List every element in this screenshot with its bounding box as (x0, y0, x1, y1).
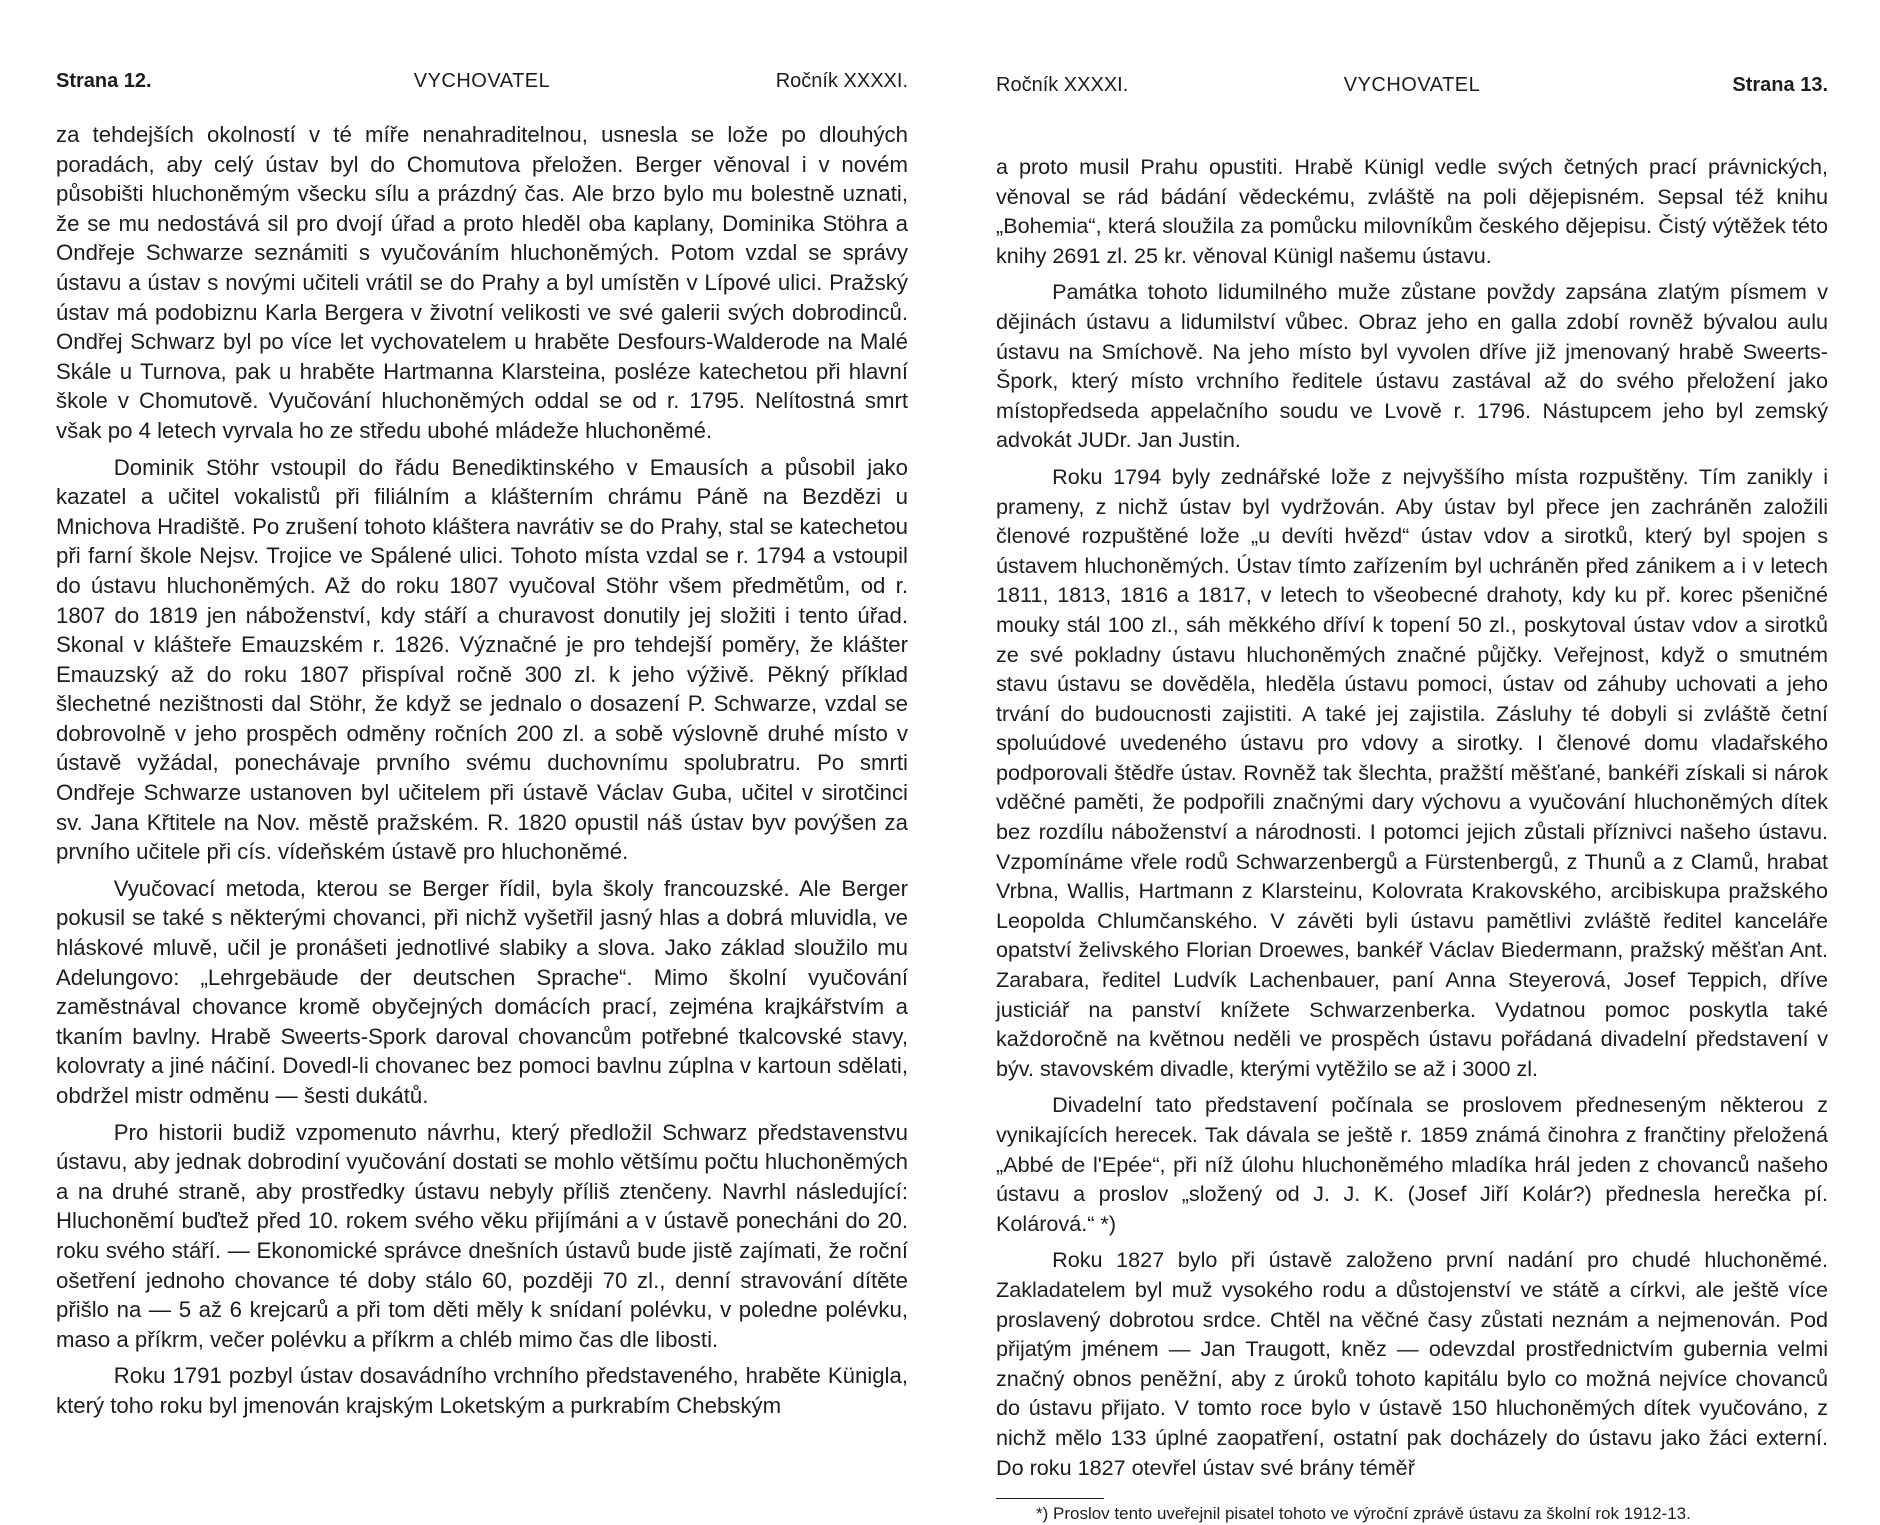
volume-label: Ročník XXXXI. (996, 74, 1129, 96)
paragraph: Roku 1794 byly zednářské lože z nejvyššího místa rozpuštěny. Tím zanikly i prameny, z nichž ústav byl vydržován. Aby ústav byl přece jen zachráněn založili členové rozpuštěné lože „u devíti hvězd“ ústav vdov a sirotků, který byl spojen s ústavem hluchoněmých. Ústav tímto zařízením byl uchráněn před zánikem a i v letech 1811, 1813, 1816 a 1817, v letech to všeobecné drahoty, kdy ku př. korec pšeničné mouky stál 100 zl., sáh měkkého dříví k topení 50 zl., poskytoval ústav vdov a sirotků ze své pokladny ústavu hluchoněmých značné půjčky. Veřejnost, když o smutném stavu ústavu se dověděla, hleděla ústavu pomoci, ústav od záhuby uchovati a jeho trvání do budoucnosti zajistiti. A také jej zajistila. Zásluhy té dobyli si zvláště četní spoluúdové uvedeného ústavu pro vdovy a sirotky. I členové domu vladařského podporovali štědře ústav. Rovněž tak šlechta, pražští měšťané, bankéři získali si nárok vděčné paměti, že podpořili značnými dary výchovu a vyučování hluchoněmých dítek bez rozdílu náboženství a národnosti. I potomci jejich zůstali příznivci našeho ústavu. Vzpomínáme vřele rodů Schwarzenbergů a Fürstenbergů, z Thunů a z Clamů, hrabat Vrbna, Wallis, Hartmann z Klarsteinu, Kolovrata Krakovského, arcibiskupa pražského Leopolda Chlumčanského. V závěti byli ústavu pamětlivi zvláště ředitel kanceláře opatství želivského Florian Droewes, bankéř Václav Biedermann, pražský měšťan Ant. Zarabara, ředitel Ludvík Lachenbauer, paní Anna Steyerová, Josef Teppich, dříve justiciář na panství knížete Schwarzenberka. Vydatnou pomoc poskytla také každoročně na květnou neděli ve prospěch ústavu pořádaná divadelní představení v býv. stavovském divadle, kterými vytěžilo se až i 3000 zl. (996, 463, 1828, 1081)
left-page (56, 70, 908, 1421)
running-head-right (996, 74, 1828, 104)
page-number: Strana 13. (1732, 74, 1828, 96)
journal-title: VYCHOVATEL (1343, 74, 1481, 96)
paragraph: Roku 1791 pozbyl ústav dosavádního vrchního představeného, hraběte Künigla, který toho roku byl jmenován krajským Loketským a purkrabím Chebským (56, 1363, 908, 1418)
journal-title: VYCHOVATEL (413, 70, 551, 92)
paragraph: Divadelní tato představení počínala se proslovem předneseným některou z vynikajících herecek. Tak dávala se ještě r. 1859 známá činohra z frančtiny přeložená „Abbé de l'Epée“, při níž úlohu hluchoněmého mladíka hrál jeden z chovanců našeho ústavu a proslov „složený od J. J. K. (Josef Jiří Kolár?) přednesla herečka pí. Kolárová.“ *) (996, 1092, 1828, 1236)
footnote: *) Proslov tento uveřejnil pisatel tohoto ve výroční zprávě ústavu za školní rok 1912-13. (1036, 1504, 1691, 1524)
footnote-divider (996, 1498, 1104, 1499)
paragraph: a proto musil Prahu opustiti. Hrabě Künigl vedle svých četných prací právnických, věnoval se rád bádání vědeckému, zvláště na poli dějepisném. Sepsal též knihu „Bohemia“, která sloužila za pomůcku milovníkům českého dějepisu. Čistý výtěžek této knihy 2691 zl. 25 kr. věnoval Künigl našemu ústavu. (996, 154, 1828, 268)
running-head-left (56, 70, 908, 100)
left-page-body (56, 120, 908, 1421)
paragraph: Roku 1827 bylo při ústavě založeno první nadání pro chudé hluchoněmé. Zakladatelem byl muž vysokého rodu a důstojenství ve státě a církvi, ale ještě více proslavený dobrotou srdce. Chtěl na věčné časy zůstati neznám a nejmenován. Pod přijatým jménem — Jan Traugott, kněz — odevzdal prostřednictvím gubernia velmi značný obnos peněžní, aby z úroků tohoto kapitálu bylo co možná nejvíce chovanců do ústavu přijato. V tomto roce bylo v ústavě 150 hluchoněmých dítek vyučováno, z nichž mělo 133 úplné zaopatření, ostatní pak docházely do ústavu jako žáci externí. Do roku 1827 otevřel ústav své brány téměř (996, 1247, 1828, 1480)
paragraph: Vyučovací metoda, kterou se Berger řídil, byla školy francouzské. Ale Berger pokusil se také s některými chovanci, při nichž vyšetřil jasný hlas a dobrá mluvidla, ve hláskové mluvě, učil je pronášeti jednotlivé slabiky a slova. Jako základ sloužilo mu Adelungovo: „Lehrgebäude der deutschen Sprache“. Mimo školní vyučování zaměstnával chovance kromě obyčejných domácích prací, zejména krajkářstvím a tkaním bavlny. Hrabě Sweerts-Spork daroval chovancům potřebné tkalcovské stavy, kolovraty a jiné náčiní. Dovedl-li chovanec bez pomoci bavlnu zúplna v kartoun sdělati, obdržel mistr odměnu — šesti dukátů. (56, 875, 908, 1108)
volume-label: Ročník XXXXI. (775, 70, 908, 92)
paragraph: Dominik Stöhr vstoupil do řádu Benediktinského v Emausích a působil jako kazatel a učitel vokalistů při filiálním a klášterním chrámu Páně na Bezdězi u Mnichova Hradiště. Po zrušení tohoto kláštera navrátiv se do Prahy, stal se katechetou při farní škole Nejsv. Trojice ve Spálené ulici. Tohoto místa vzdal se r. 1794 a vstoupil do ústavu hluchoněmých. Až do roku 1807 vyučoval Stöhr všem předmětům, od r. 1807 do 1819 jen náboženství, kdy stáří a churavost donutily jej složiti i tento úřad. Skonal v klášteře Emauzském r. 1826. Význačné je pro tehdejší poměry, že klášter Emauzský až do roku 1807 přispíval ročně 300 zl. k jeho výživě. Pěkný příklad šlechetné nezištnosti dal Stöhr, že když se jednalo o dosazení P. Schwarze, vzdal se dobrovolně v jeho prospěch odměny ročních 200 zl. a sobě výslovně druhé místo v ústavě vyžádal, ponechávaje prvního svému duchovnímu spolubratru. Po smrti Ondřeje Schwarze ustanoven byl učitelem při ústavě Václav Guba, učitel v sirotčinci sv. Jana Křtitele na Nov. městě pražském. R. 1820 opustil náš ústav byv povýšen za prvního učitele při cís. vídeňském ústavě pro hluchoněmé. (56, 454, 908, 865)
paragraph: Pro historii budiž vzpomenuto návrhu, který předložil Schwarz představenstvu ústavu, aby jednak dobrodiní vyučování dostati se mohlo většímu počtu hluchoněmých a na druhé straně, aby prostředky ústavu nebyly příliš ztenčeny. Navrhl následující: Hluchoněmí buďtež před 10. rokem svého věku přijímáni a v ústavě ponecháni do 20. roku svého stáří. — Ekonomické správce dnešních ústavů bude jistě zajímati, že roční ošetření jednoho chovance té doby stálo 60, později 70 zl., denní stravování dítěte přišlo na — 5 až 6 krejcarů a při tom děti měly k snídaní polévku, v poledne polévku, maso a příkrm, večer polévku a příkrm a chléb mimo čas dle libosti. (56, 1119, 908, 1352)
right-page (996, 74, 1828, 1525)
right-page-body (996, 152, 1828, 1525)
paragraph: Památka tohoto lidumilného muže zůstane povždy zapsána zlatým písmem v dějinách ústavu a lidumilství vůbec. Obraz jeho en galla zdobí rovněž bývalou aulu ústavu na Smíchově. Na jeho místo byl vyvolen dříve již jmenovaný hrabě Sweerts-Špork, který místo vrchního ředitele ústavu zastával až do svého přeložení jako místopředseda appelačního soudu ve Lvově r. 1796. Nástupcem jeho byl zemský advokát JUDr. Jan Justin. (996, 279, 1828, 453)
paragraph: za tehdejších okolností v té míře nenahraditelnou, usnesla se lože po dlouhých poradách, aby celý ústav byl do Chomutova přeložen. Berger věnoval i v novém působišti hluchoněmým všecku sílu a prázdný čas. Ale brzo bylo mu bolestně uznati, že se mu nedostává sil pro dvojí úřad a proto hleděl oba kaplany, Dominika Stöhra a Ondřeje Schwarze seznámiti s vyučováním hluchoněmých. Potom vzdal se správy ústavu a ústav s novými učiteli vrátil se do Prahy a byl umístěn v Lípové ulici. Pražský ústav má podobiznu Karla Bergera v životní velikosti ve své galerii svých dobrodinců. Ondřej Schwarz byl po více let vychovatelem u hraběte Desfours-Walderode na Malé Skále u Turnova, pak u hraběte Hartmanna Klarsteina, posléze katechetou při hlavní škole v Chomutově. Vyučování hluchoněmých oddal se od r. 1795. Nelítostná smrt však po 4 letech vyrvala ho ze středu ubohé mládeže hluchoněmé. (56, 122, 908, 443)
page-number: Strana 12. (56, 70, 152, 92)
